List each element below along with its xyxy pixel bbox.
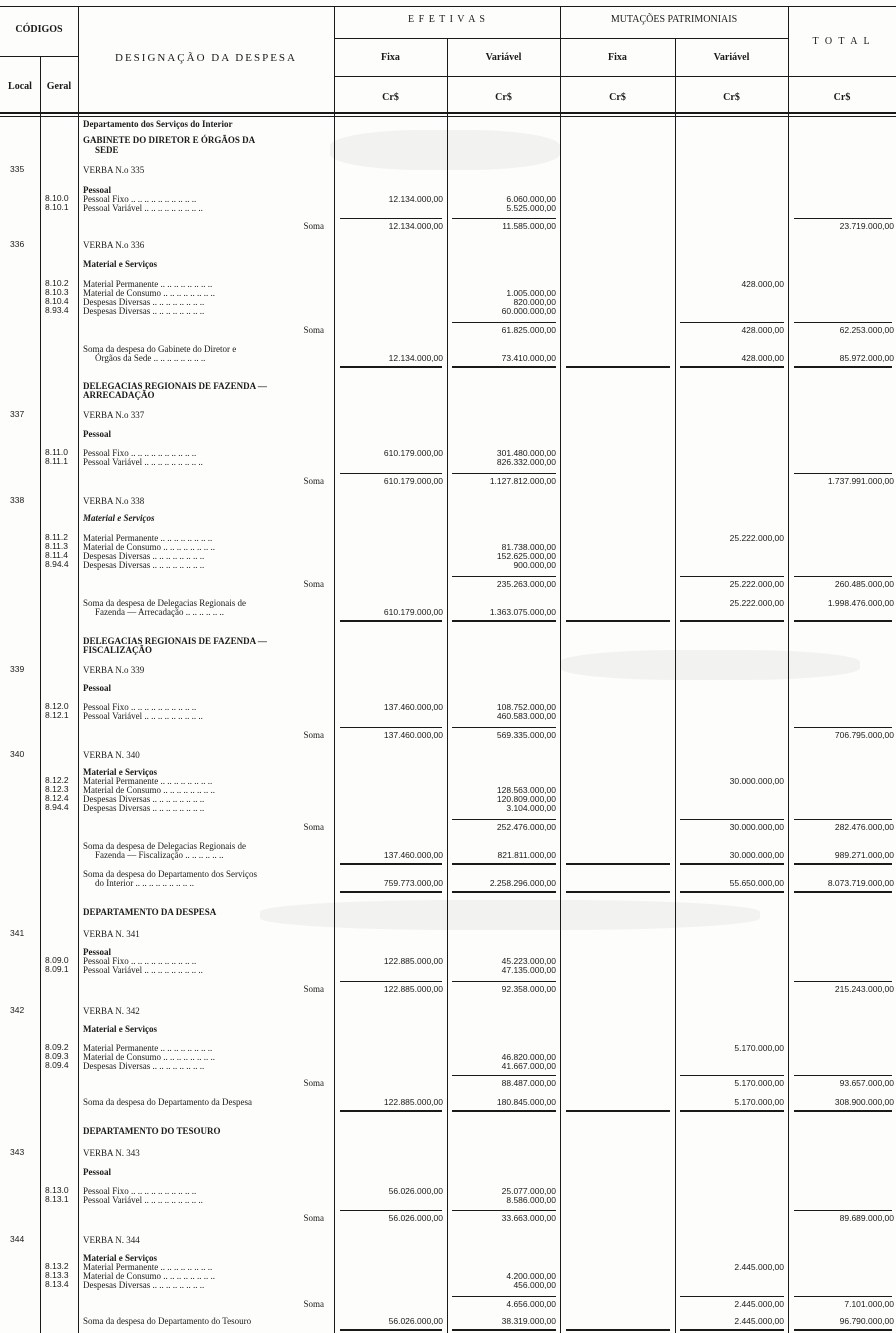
local-code: 339 bbox=[10, 664, 25, 674]
amount-fixa: 610.179.000,00 bbox=[383, 476, 443, 486]
stain-mark bbox=[330, 130, 560, 170]
col-divider-mfixa bbox=[675, 38, 676, 1333]
total-rule bbox=[452, 863, 556, 865]
amount-total: 93.657.000,00 bbox=[839, 1078, 894, 1088]
total-rule bbox=[680, 1329, 784, 1331]
amount-var: 6.060.000,00 bbox=[506, 194, 556, 204]
sum-rule bbox=[452, 473, 556, 474]
total-rule bbox=[452, 620, 556, 622]
row-description: DEPARTAMENTO DO TESOURO bbox=[83, 1126, 221, 1136]
amount-mvar: 428.000,00 bbox=[741, 279, 784, 289]
row-description: Soma da despesa de Delegacias Regionais de bbox=[83, 841, 246, 851]
sum-rule bbox=[340, 473, 442, 474]
row-description: VERBA N. 341 bbox=[83, 929, 140, 939]
amount-total: 1.998.476.000,00 bbox=[827, 598, 894, 608]
sum-rule bbox=[340, 1210, 442, 1211]
efetivas-rule bbox=[334, 38, 788, 39]
total-rule bbox=[680, 863, 784, 865]
row-description: Pessoal Fixo .. .. .. .. .. .. .. .. .. .. bbox=[83, 702, 197, 712]
amount-total: 62.253.000,00 bbox=[839, 325, 894, 335]
sum-rule bbox=[794, 218, 892, 219]
soma-label: Soma bbox=[303, 1299, 324, 1309]
header-bottom-rule bbox=[0, 112, 896, 114]
amount-mvar: 2.445.000,00 bbox=[734, 1316, 784, 1326]
sum-rule bbox=[680, 576, 784, 577]
col-divider-var bbox=[560, 6, 561, 1333]
soma-label: Soma bbox=[303, 822, 324, 832]
sum-rule bbox=[452, 981, 556, 982]
amount-var: 25.077.000,00 bbox=[501, 1186, 556, 1196]
soma-label: Soma bbox=[303, 1078, 324, 1088]
row-description: Material Permanente .. .. .. .. .. .. .. .. bbox=[83, 279, 213, 289]
row-description: Material e Serviços bbox=[83, 1024, 157, 1034]
total-rule bbox=[794, 1329, 892, 1331]
amount-var: 61.825.000,00 bbox=[501, 325, 556, 335]
amount-mvar: 30.000.000,00 bbox=[729, 850, 784, 860]
total-rule bbox=[794, 620, 892, 622]
geral-code: 8.13.3 bbox=[45, 1270, 69, 1280]
geral-code: 8.13.4 bbox=[45, 1279, 69, 1289]
total-rule bbox=[566, 620, 670, 622]
total-rule bbox=[680, 366, 784, 368]
sum-rule bbox=[452, 1210, 556, 1211]
amount-var: 4.656.000,00 bbox=[506, 1299, 556, 1309]
amount-var: 152.625.000,00 bbox=[496, 551, 556, 561]
amount-fixa: 122.885.000,00 bbox=[383, 956, 443, 966]
geral-code: 8.93.4 bbox=[45, 305, 69, 315]
amount-var: 120.809.000,00 bbox=[496, 794, 556, 804]
soma-label: Soma bbox=[303, 984, 324, 994]
row-description: Órgãos da Sede .. .. .. .. .. .. .. .. bbox=[95, 353, 206, 363]
amount-total: 706.795.000,00 bbox=[834, 730, 894, 740]
geral-code: 8.13.0 bbox=[45, 1185, 69, 1195]
row-description: Despesas Diversas .. .. .. .. .. .. .. .. bbox=[83, 1061, 205, 1071]
row-description: ARRECADAÇÃO bbox=[83, 390, 155, 400]
amount-var: 456.000,00 bbox=[513, 1280, 556, 1290]
sum-rule bbox=[340, 218, 442, 219]
amount-var: 8.586.000,00 bbox=[506, 1195, 556, 1205]
geral-code: 8.10.2 bbox=[45, 278, 69, 288]
row-description: Pessoal Variável .. .. .. .. .. .. .. .. .. bbox=[83, 965, 203, 975]
amount-var: 92.358.000,00 bbox=[501, 984, 556, 994]
amount-total: 260.485.000,00 bbox=[834, 579, 894, 589]
total-rule bbox=[340, 366, 442, 368]
geral-header: Geral bbox=[46, 81, 72, 92]
row-description: Material de Consumo .. .. .. .. .. .. .. .. bbox=[83, 288, 215, 298]
geral-code: 8.10.4 bbox=[45, 296, 69, 306]
geral-code: 8.10.0 bbox=[45, 193, 69, 203]
amount-var: 73.410.000,00 bbox=[501, 353, 556, 363]
amount-fixa: 12.134.000,00 bbox=[388, 353, 443, 363]
amount-total: 282.476.000,00 bbox=[834, 822, 894, 832]
row-description: Material Permanente .. .. .. .. .. .. .. .. bbox=[83, 533, 213, 543]
amount-var: 33.663.000,00 bbox=[501, 1213, 556, 1223]
geral-code: 8.12.3 bbox=[45, 784, 69, 794]
amount-fixa: 137.460.000,00 bbox=[383, 702, 443, 712]
amount-fixa: 610.179.000,00 bbox=[383, 448, 443, 458]
amount-fixa: 12.134.000,00 bbox=[388, 194, 443, 204]
row-description: VERBA N. 344 bbox=[83, 1235, 140, 1245]
local-header: Local bbox=[8, 81, 32, 92]
amount-total: 96.790.000,00 bbox=[839, 1316, 894, 1326]
amount-var: 301.480.000,00 bbox=[496, 448, 556, 458]
amount-fixa: 122.885.000,00 bbox=[383, 984, 443, 994]
total-rule bbox=[794, 366, 892, 368]
variavel-header: Variável bbox=[485, 52, 522, 63]
stain-mark bbox=[560, 650, 860, 680]
sum-rule bbox=[680, 1075, 784, 1076]
amount-fixa: 56.026.000,00 bbox=[388, 1186, 443, 1196]
amount-var: 60.000.000,00 bbox=[501, 306, 556, 316]
mut-fixa-header: Fixa bbox=[608, 52, 627, 63]
row-description: Despesas Diversas .. .. .. .. .. .. .. .. bbox=[83, 297, 205, 307]
soma-label: Soma bbox=[303, 730, 324, 740]
total-rule bbox=[680, 891, 784, 893]
amount-mvar: 25.222.000,00 bbox=[729, 533, 784, 543]
sum-rule bbox=[794, 819, 892, 820]
efetivas-header: E F E T I V A S bbox=[408, 14, 486, 25]
row-description: Soma da despesa do Departamento do Tesouro bbox=[83, 1316, 252, 1326]
amount-var: 252.476.000,00 bbox=[496, 822, 556, 832]
row-description: do Interior .. .. .. .. .. .. .. .. .. bbox=[95, 878, 194, 888]
amount-mvar: 30.000.000,00 bbox=[729, 822, 784, 832]
row-description: DEPARTAMENTO DA DESPESA bbox=[83, 907, 217, 917]
currency-mut-fixa: Cr$ bbox=[609, 92, 626, 103]
total-rule bbox=[452, 891, 556, 893]
row-description: Departamento dos Serviços do Interior bbox=[83, 119, 233, 129]
row-description: Pessoal Fixo .. .. .. .. .. .. .. .. .. .. bbox=[83, 194, 197, 204]
sum-rule bbox=[680, 322, 784, 323]
local-code: 341 bbox=[10, 928, 25, 938]
sum-rule bbox=[452, 1075, 556, 1076]
total-rule bbox=[452, 1329, 556, 1331]
currency-fixa: Cr$ bbox=[382, 92, 399, 103]
geral-code: 8.12.1 bbox=[45, 710, 69, 720]
amount-var: 2.258.296.000,00 bbox=[489, 878, 556, 888]
amount-fixa: 759.773.000,00 bbox=[383, 878, 443, 888]
amount-var: 1.363.075.000,00 bbox=[489, 607, 556, 617]
amount-total: 89.689.000,00 bbox=[839, 1213, 894, 1223]
geral-code: 8.10.1 bbox=[45, 202, 69, 212]
amount-mvar: 5.170.000,00 bbox=[734, 1078, 784, 1088]
amount-mvar: 30.000.000,00 bbox=[729, 776, 784, 786]
geral-code: 8.10.3 bbox=[45, 287, 69, 297]
local-code: 344 bbox=[10, 1234, 25, 1244]
amount-var: 180.845.000,00 bbox=[496, 1097, 556, 1107]
total-rule bbox=[794, 863, 892, 865]
subheader-rule bbox=[334, 76, 896, 77]
row-description: Despesas Diversas .. .. .. .. .. .. .. .. bbox=[83, 803, 205, 813]
amount-total: 308.900.000,00 bbox=[834, 1097, 894, 1107]
geral-code: 8.94.4 bbox=[45, 559, 69, 569]
row-description: Despesas Diversas .. .. .. .. .. .. .. .. bbox=[83, 551, 205, 561]
local-code: 336 bbox=[10, 239, 25, 249]
geral-code: 8.12.0 bbox=[45, 701, 69, 711]
amount-fixa: 122.885.000,00 bbox=[383, 1097, 443, 1107]
local-code: 338 bbox=[10, 495, 25, 505]
amount-mvar: 25.222.000,00 bbox=[729, 579, 784, 589]
row-description: Material e Serviços bbox=[83, 1253, 157, 1263]
total-rule bbox=[452, 1110, 556, 1112]
row-description: SEDE bbox=[95, 145, 119, 155]
sum-rule bbox=[452, 727, 556, 728]
total-rule bbox=[566, 891, 670, 893]
row-description: Fazenda — Arrecadação .. .. .. .. .. .. bbox=[95, 607, 224, 617]
sum-rule bbox=[452, 218, 556, 219]
amount-var: 821.811.000,00 bbox=[497, 850, 556, 860]
col-divider-fixa bbox=[447, 38, 448, 1333]
row-description: Soma da despesa do Gabinete do Diretor e bbox=[83, 344, 237, 354]
header-bottom-rule-2 bbox=[0, 116, 896, 117]
row-description: Pessoal bbox=[83, 185, 111, 195]
row-description: Fazenda — Fiscalização .. .. .. .. .. .. bbox=[95, 850, 224, 860]
row-description: VERBA N.o 335 bbox=[83, 165, 145, 175]
amount-mvar: 428.000,00 bbox=[741, 325, 784, 335]
amount-var: 826.332.000,00 bbox=[496, 457, 556, 467]
amount-fixa: 12.134.000,00 bbox=[388, 221, 443, 231]
row-description: Pessoal Variável .. .. .. .. .. .. .. .. .. bbox=[83, 203, 203, 213]
currency-mut-variavel: Cr$ bbox=[723, 92, 740, 103]
amount-fixa: 137.460.000,00 bbox=[383, 850, 443, 860]
total-rule bbox=[566, 1329, 670, 1331]
soma-label: Soma bbox=[303, 476, 324, 486]
row-description: VERBA N.o 336 bbox=[83, 240, 145, 250]
row-description: Pessoal bbox=[83, 1167, 111, 1177]
currency-total: Cr$ bbox=[833, 92, 851, 103]
total-rule bbox=[340, 1110, 442, 1112]
row-description: VERBA N.o 337 bbox=[83, 410, 145, 420]
stain-mark bbox=[260, 900, 760, 930]
row-description: Pessoal Fixo .. .. .. .. .. .. .. .. .. .. bbox=[83, 956, 197, 966]
amount-var: 4.200.000,00 bbox=[506, 1271, 556, 1281]
total-rule bbox=[452, 366, 556, 368]
amount-var: 5.525.000,00 bbox=[506, 203, 556, 213]
amount-var: 81.738.000,00 bbox=[501, 542, 556, 552]
geral-code: 8.09.0 bbox=[45, 955, 69, 965]
mutacoes-header: MUTAÇÕES PATRIMONIAIS bbox=[610, 14, 738, 25]
total-rule bbox=[340, 1329, 442, 1331]
row-description: Material Permanente .. .. .. .. .. .. .. .. bbox=[83, 776, 213, 786]
sum-rule bbox=[340, 727, 442, 728]
designacao-header: DESIGNAÇÃO DA DESPESA bbox=[115, 52, 297, 64]
header-top-rule bbox=[0, 6, 896, 7]
amount-total: 23.719.000,00 bbox=[839, 221, 894, 231]
col-divider-desc bbox=[334, 6, 335, 1333]
row-description: Pessoal Variável .. .. .. .. .. .. .. .. .. bbox=[83, 457, 203, 467]
amount-var: 38.319.000,00 bbox=[501, 1316, 556, 1326]
sum-rule bbox=[452, 322, 556, 323]
fixa-header: Fixa bbox=[381, 52, 400, 63]
amount-total: 8.073.719.000,00 bbox=[827, 878, 894, 888]
amount-var: 11.585.000,00 bbox=[502, 221, 556, 231]
row-description: Material Permanente .. .. .. .. .. .. .. .. bbox=[83, 1043, 213, 1053]
amount-total: 989.271.000,00 bbox=[834, 850, 894, 860]
total-rule bbox=[340, 863, 442, 865]
total-rule bbox=[680, 1110, 784, 1112]
row-description: Pessoal Fixo .. .. .. .. .. .. .. .. .. .. bbox=[83, 1186, 197, 1196]
row-description: FISCALIZAÇÃO bbox=[83, 645, 153, 655]
geral-code: 8.11.1 bbox=[45, 456, 69, 466]
total-header: T O T A L bbox=[812, 36, 872, 47]
geral-code: 8.11.3 bbox=[45, 541, 69, 551]
sum-rule bbox=[794, 322, 892, 323]
row-description: DELEGACIAS REGIONAIS DE FAZENDA — bbox=[83, 381, 267, 391]
total-rule bbox=[794, 1110, 892, 1112]
amount-var: 900.000,00 bbox=[513, 560, 556, 570]
row-description: VERBA N.o 339 bbox=[83, 665, 145, 675]
sum-rule bbox=[340, 981, 442, 982]
total-rule bbox=[794, 891, 892, 893]
row-description: VERBA N.o 338 bbox=[83, 496, 145, 506]
row-description: Soma da despesa do Departamento dos Serviços bbox=[83, 869, 257, 879]
geral-code: 8.13.1 bbox=[45, 1194, 69, 1204]
local-code: 340 bbox=[10, 749, 25, 759]
sum-rule bbox=[794, 1296, 892, 1297]
sum-rule bbox=[452, 1296, 556, 1297]
total-rule bbox=[680, 620, 784, 622]
row-description: Material Permanente .. .. .. .. .. .. .. .. bbox=[83, 1262, 213, 1272]
geral-code: 8.11.4 bbox=[45, 550, 69, 560]
row-description: Pessoal Variável .. .. .. .. .. .. .. .. .. bbox=[83, 711, 203, 721]
row-description: Material e Serviços bbox=[83, 513, 155, 523]
total-rule bbox=[340, 620, 442, 622]
amount-mvar: 2.445.000,00 bbox=[734, 1299, 784, 1309]
row-description: DELEGACIAS REGIONAIS DE FAZENDA — bbox=[83, 636, 267, 646]
amount-total: 1.737.991.000,00 bbox=[827, 476, 894, 486]
amount-mvar: 5.170.000,00 bbox=[734, 1097, 784, 1107]
amount-var: 1.005.000,00 bbox=[506, 288, 556, 298]
total-rule bbox=[566, 863, 670, 865]
total-rule bbox=[340, 891, 442, 893]
amount-var: 46.820.000,00 bbox=[501, 1052, 556, 1062]
amount-var: 47.135.000,00 bbox=[501, 965, 556, 975]
amount-fixa: 56.026.000,00 bbox=[388, 1213, 443, 1223]
col-divider-geral bbox=[78, 6, 79, 1333]
amount-var: 1.127.812.000,00 bbox=[489, 476, 556, 486]
amount-mvar: 428.000,00 bbox=[741, 353, 784, 363]
geral-code: 8.11.2 bbox=[45, 532, 69, 542]
sum-rule bbox=[794, 473, 892, 474]
row-description: Pessoal Variável .. .. .. .. .. .. .. .. .. bbox=[83, 1195, 203, 1205]
amount-var: 41.667.000,00 bbox=[501, 1061, 556, 1071]
sum-rule bbox=[452, 819, 556, 820]
amount-var: 3.104.000,00 bbox=[506, 803, 556, 813]
geral-code: 8.09.4 bbox=[45, 1060, 69, 1070]
amount-var: 128.563.000,00 bbox=[496, 785, 556, 795]
row-description: Material e Serviços bbox=[83, 259, 157, 269]
row-description: Material e Serviços bbox=[83, 767, 157, 777]
row-description: Material de Consumo .. .. .. .. .. .. .. .. bbox=[83, 1271, 215, 1281]
total-rule bbox=[566, 366, 670, 368]
amount-var: 460.583.000,00 bbox=[496, 711, 556, 721]
row-description: VERBA N. 340 bbox=[83, 750, 140, 760]
sum-rule bbox=[680, 1296, 784, 1297]
row-description: Soma da despesa do Departamento da Despesa bbox=[83, 1097, 252, 1107]
row-description: Pessoal bbox=[83, 683, 111, 693]
local-code: 337 bbox=[10, 409, 25, 419]
col-divider-mvar bbox=[788, 6, 789, 1333]
row-description: Pessoal bbox=[83, 429, 111, 439]
row-description: Material de Consumo .. .. .. .. .. .. .. .. bbox=[83, 785, 215, 795]
sum-rule bbox=[794, 981, 892, 982]
amount-mvar: 2.445.000,00 bbox=[734, 1262, 784, 1272]
amount-var: 820.000,00 bbox=[513, 297, 556, 307]
row-description: Despesas Diversas .. .. .. .. .. .. .. .. bbox=[83, 306, 205, 316]
amount-fixa: 610.179.000,00 bbox=[383, 607, 443, 617]
soma-label: Soma bbox=[303, 221, 324, 231]
amount-var: 569.335.000,00 bbox=[496, 730, 556, 740]
row-description: VERBA N. 342 bbox=[83, 1006, 140, 1016]
sum-rule bbox=[680, 819, 784, 820]
amount-fixa: 137.460.000,00 bbox=[383, 730, 443, 740]
geral-code: 8.12.4 bbox=[45, 793, 69, 803]
row-description: Despesas Diversas .. .. .. .. .. .. .. .. bbox=[83, 1280, 205, 1290]
col-divider-local bbox=[40, 56, 41, 1333]
geral-code: 8.11.0 bbox=[45, 447, 69, 457]
codigos-header: CÓDIGOS bbox=[15, 24, 63, 35]
amount-total: 7.101.000,00 bbox=[844, 1299, 894, 1309]
row-description: Pessoal Fixo .. .. .. .. .. .. .. .. .. .. bbox=[83, 448, 197, 458]
amount-total: 215.243.000,00 bbox=[834, 984, 894, 994]
amount-total: 85.972.000,00 bbox=[839, 353, 894, 363]
geral-code: 8.12.2 bbox=[45, 775, 69, 785]
geral-code: 8.09.2 bbox=[45, 1042, 69, 1052]
amount-var: 45.223.000,00 bbox=[501, 956, 556, 966]
geral-code: 8.13.2 bbox=[45, 1261, 69, 1271]
geral-code: 8.94.4 bbox=[45, 802, 69, 812]
total-rule bbox=[566, 1110, 670, 1112]
soma-label: Soma bbox=[303, 579, 324, 589]
sum-rule bbox=[794, 1075, 892, 1076]
row-description: VERBA N. 343 bbox=[83, 1148, 140, 1158]
mut-variavel-header: Variável bbox=[713, 52, 750, 63]
row-description: Despesas Diversas .. .. .. .. .. .. .. .. bbox=[83, 794, 205, 804]
amount-mvar: 55.650.000,00 bbox=[729, 878, 784, 888]
row-description: Material de Consumo .. .. .. .. .. .. .. .. bbox=[83, 1052, 215, 1062]
local-code: 342 bbox=[10, 1005, 25, 1015]
geral-code: 8.09.1 bbox=[45, 964, 69, 974]
amount-var: 88.487.000,00 bbox=[501, 1078, 556, 1088]
amount-mvar: 25.222.000,00 bbox=[729, 598, 784, 608]
amount-fixa: 56.026.000,00 bbox=[388, 1316, 443, 1326]
row-description: Soma da despesa de Delegacias Regionais de bbox=[83, 598, 246, 608]
amount-mvar: 5.170.000,00 bbox=[734, 1043, 784, 1053]
amount-var: 108.752.000,00 bbox=[496, 702, 556, 712]
local-code: 343 bbox=[10, 1147, 25, 1157]
sum-rule bbox=[794, 576, 892, 577]
soma-label: Soma bbox=[303, 325, 324, 335]
sum-rule bbox=[794, 1210, 892, 1211]
row-description: Despesas Diversas .. .. .. .. .. .. .. .. bbox=[83, 560, 205, 570]
local-code: 335 bbox=[10, 164, 25, 174]
sum-rule bbox=[794, 727, 892, 728]
row-description: Material de Consumo .. .. .. .. .. .. .. .. bbox=[83, 542, 215, 552]
amount-var: 235.263.000,00 bbox=[496, 579, 556, 589]
row-description: GABINETE DO DIRETOR E ÓRGÃOS DA bbox=[83, 135, 256, 145]
soma-label: Soma bbox=[303, 1213, 324, 1223]
geral-code: 8.09.3 bbox=[45, 1051, 69, 1061]
codigos-rule bbox=[0, 56, 78, 57]
row-description: Pessoal bbox=[83, 947, 111, 957]
currency-variavel: Cr$ bbox=[495, 92, 512, 103]
sum-rule bbox=[452, 576, 556, 577]
